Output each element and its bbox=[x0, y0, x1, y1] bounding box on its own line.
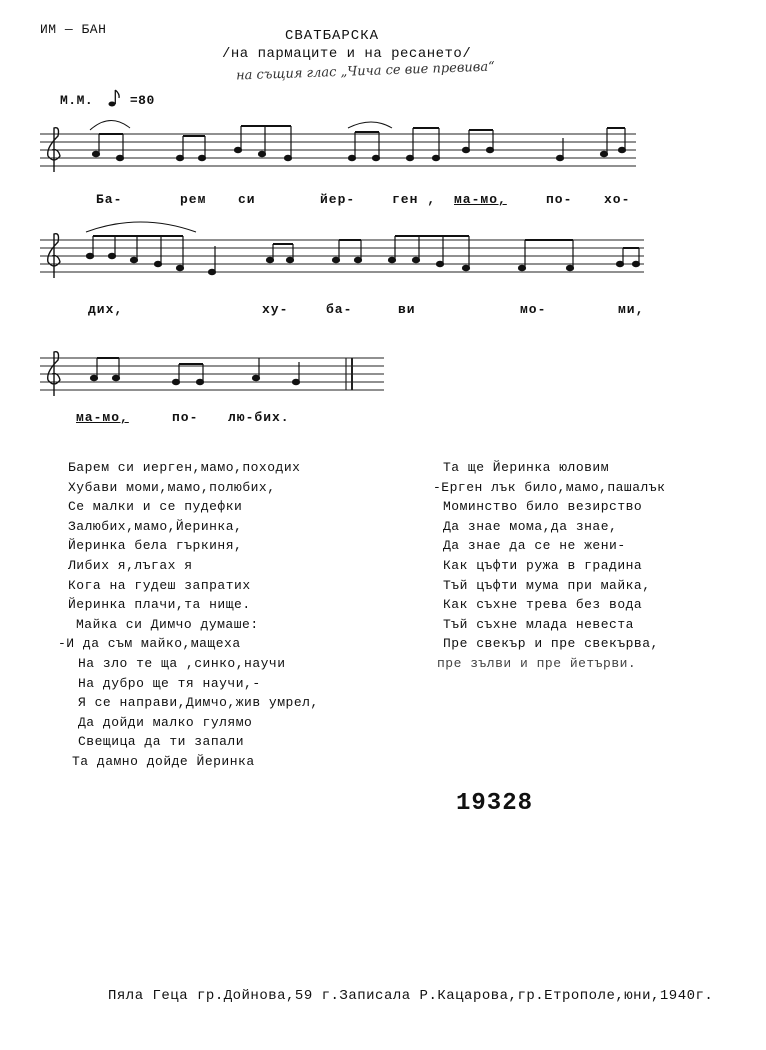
verse-line: Да дойди малко гулямо bbox=[78, 714, 253, 730]
verse-line: Майка си Димчо думаше: bbox=[76, 616, 259, 632]
verse-line: Я се направи,Димчо,жив умрел, bbox=[78, 695, 319, 711]
verse-line: Тъй цъфти мума при майка, bbox=[443, 577, 651, 593]
treble-clef-icon bbox=[48, 128, 60, 396]
song-title: СВАТБАРСКА bbox=[285, 28, 380, 44]
staff-3-syllable: по- bbox=[172, 410, 199, 425]
verse-line: На дубро ще тя научи,- bbox=[78, 675, 261, 691]
tempo-value: =80 bbox=[129, 93, 155, 108]
verse-line: Кога на гудеш запратих bbox=[68, 577, 251, 593]
verse-line: На зло те ща ,синко,научи bbox=[78, 655, 286, 671]
staff-1-syllable: по- bbox=[546, 192, 573, 207]
staff-1-syllable: рем bbox=[180, 192, 207, 207]
recording-credit: Пяла Геца гр.Дойнова,59 г.Записала Р.Кацарова,гр.Етрополе,юни,1940г. bbox=[108, 988, 714, 1004]
verse-line: пре зълви и пре йетърви. bbox=[437, 655, 637, 671]
staff-3-notes bbox=[91, 358, 300, 385]
staff-2-syllable: ми, bbox=[618, 302, 645, 317]
staff-1-lines bbox=[40, 134, 636, 166]
staff-2-syllable: ба- bbox=[326, 302, 353, 317]
verse-line: Да знае мома,да знае, bbox=[443, 518, 618, 534]
staff-2-lines bbox=[40, 240, 644, 272]
verse-right-column bbox=[433, 458, 666, 674]
verse-line: Либих я,лъгах я bbox=[68, 557, 193, 573]
verse-line: -Ерген лък било,мамо,пашалък bbox=[433, 479, 666, 495]
staff-1-syllable: ген , bbox=[392, 192, 437, 207]
verse-line: Йеринка плачи,та нище. bbox=[68, 597, 251, 613]
archive-number: 19328 bbox=[456, 790, 534, 817]
staff-1-notes bbox=[90, 120, 626, 160]
verse-line: Се малки и се пудефки bbox=[68, 499, 243, 515]
staff-2-syllable: дих, bbox=[88, 302, 124, 317]
tempo-label: М.М. bbox=[60, 93, 94, 108]
verse-line: -И да съм майко,мащеха bbox=[58, 636, 241, 652]
music-notation bbox=[0, 0, 766, 440]
verse-line: Тъй съхне млада невеста bbox=[443, 616, 634, 632]
staff-1-syllable: йер- bbox=[320, 192, 356, 207]
verse-line: Барем си иерген,мамо,походих bbox=[68, 460, 301, 475]
verse-line: Залюбих,мамо,Йеринка, bbox=[68, 518, 243, 534]
staff-2-syllable: мо- bbox=[520, 302, 547, 317]
staff-1-syllable: ма-мо, bbox=[454, 192, 507, 207]
staff-3-syllable: лю-бих. bbox=[228, 410, 290, 425]
verse-line: Та ще Йеринка юловим bbox=[443, 460, 610, 475]
verse-line: Как съхне трева без вода bbox=[443, 597, 643, 613]
staff-1-syllable: Ба- bbox=[96, 192, 123, 207]
archive-code: ИМ — БАН bbox=[40, 22, 107, 37]
handwritten-melody-note: на същия глас „Чича се вие превива“ bbox=[235, 59, 496, 84]
verse-line: Йеринка бела гъркиня, bbox=[68, 538, 243, 554]
staff-3-syllable: ма-мо, bbox=[76, 410, 129, 425]
staff-2-syllable: ви bbox=[398, 302, 416, 317]
verse-line: Как цъфти ружа в градина bbox=[443, 557, 643, 573]
verse-line: Пре свекър и пре свекърва, bbox=[443, 636, 659, 652]
staff-3-lines bbox=[40, 358, 384, 390]
verse-line: Моминство било везирство bbox=[443, 499, 643, 515]
verse-line: Свещица да ти запали bbox=[78, 734, 245, 750]
staff-1-syllable: си bbox=[238, 192, 256, 207]
verse-left-column bbox=[58, 458, 319, 772]
staff-1-syllable: хо- bbox=[604, 192, 631, 207]
verse-line: Та дамно дойде Йеринка bbox=[72, 753, 255, 769]
verse-line: Хубави моми,мамо,полюбих, bbox=[68, 479, 276, 495]
song-subtitle: /на пармаците и на ресането/ bbox=[222, 46, 472, 62]
staff-2-syllable: ху- bbox=[262, 302, 289, 317]
verse-line: Да знае да се не жени- bbox=[443, 538, 626, 554]
